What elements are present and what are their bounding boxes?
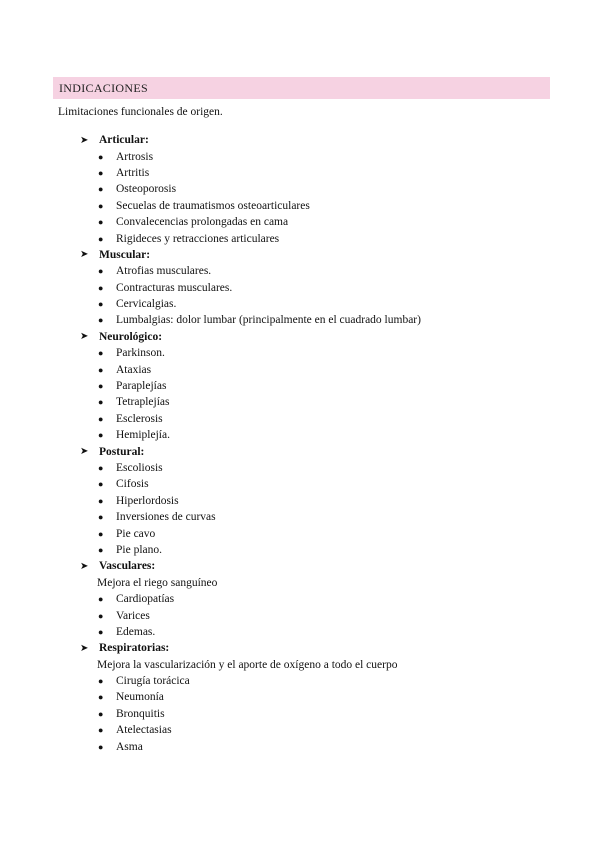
list-item xyxy=(78,607,548,623)
list-item-text: Artritis xyxy=(116,166,150,179)
section-title: Vasculares: xyxy=(99,560,156,573)
bullet-list xyxy=(78,148,548,246)
list-item xyxy=(78,689,548,705)
list-item xyxy=(78,476,548,492)
list-item-text: Cervicalgias. xyxy=(116,298,177,311)
list-item-text: Paraplejías xyxy=(116,380,167,393)
section-5 xyxy=(78,640,548,755)
section-title: Neurológico: xyxy=(99,330,163,343)
bullet-list xyxy=(78,263,548,329)
section-title: Respiratorias: xyxy=(99,642,170,655)
list-item-text: Contracturas musculares. xyxy=(116,281,233,294)
arrow-bullet-icon: ➤ xyxy=(80,560,89,572)
list-item-text: Inversiones de curvas xyxy=(116,511,216,524)
list-item-text: Asma xyxy=(116,740,143,753)
bullet-list xyxy=(78,591,548,640)
section-heading xyxy=(78,640,548,656)
list-item xyxy=(78,198,548,214)
list-item xyxy=(78,148,548,164)
list-item-text: Parkinson. xyxy=(116,347,165,360)
list-item-text: Rigideces y retracciones articulares xyxy=(116,232,280,245)
bullet-icon: ● xyxy=(98,364,104,375)
bullet-icon: ● xyxy=(98,200,104,211)
list-item xyxy=(78,214,548,230)
list-item xyxy=(78,509,548,525)
bullet-icon: ● xyxy=(98,233,104,244)
bullet-icon: ● xyxy=(98,151,104,162)
list-item-text: Convalecencias prolongadas en cama xyxy=(116,216,289,229)
list-item xyxy=(78,378,548,394)
list-item-text: Cifosis xyxy=(116,478,149,491)
section-header-title: INDICACIONES xyxy=(59,81,148,95)
bullet-icon: ● xyxy=(98,348,104,359)
section-4 xyxy=(78,558,548,640)
list-item xyxy=(78,427,548,443)
bullet-list xyxy=(78,460,548,558)
bullet-icon: ● xyxy=(98,413,104,424)
arrow-bullet-icon: ➤ xyxy=(80,249,89,261)
bullet-icon: ● xyxy=(98,741,104,752)
section-note: Mejora la vascularización y el aporte de oxígeno a todo el cuerpo xyxy=(97,658,398,671)
bullet-icon: ● xyxy=(98,463,104,473)
list-item xyxy=(78,738,548,754)
bullet-icon: ● xyxy=(98,626,104,637)
list-item xyxy=(78,345,548,361)
section-header-band xyxy=(53,77,550,99)
list-item-text: Bronquitis xyxy=(116,707,165,720)
bullet-icon: ● xyxy=(98,266,104,277)
section-title: Articular: xyxy=(99,134,149,147)
list-item-text: Hiperlordosis xyxy=(116,494,179,507)
section-title: Postural: xyxy=(99,445,145,458)
list-item-text: Pie plano. xyxy=(116,543,162,556)
list-item xyxy=(78,591,548,607)
list-item xyxy=(78,624,548,640)
list-item xyxy=(78,263,548,279)
list-item-text: Artrosis xyxy=(116,150,154,163)
arrow-bullet-icon: ➤ xyxy=(80,642,89,654)
arrow-bullet-icon: ➤ xyxy=(80,446,89,458)
bullet-icon: ● xyxy=(98,430,104,441)
list-item xyxy=(78,460,548,476)
list-item-text: Tetraplejías xyxy=(116,396,170,409)
arrow-bullet-icon: ➤ xyxy=(80,331,89,343)
list-item-text: Atrofias musculares. xyxy=(116,265,212,278)
list-item-text: Pie cavo xyxy=(116,527,156,540)
bullet-icon: ● xyxy=(98,282,104,293)
section-heading xyxy=(78,247,548,263)
bullet-icon: ● xyxy=(98,217,104,228)
list-item xyxy=(78,706,548,722)
list-item-text: Osteoporosis xyxy=(116,183,177,196)
list-item xyxy=(78,296,548,312)
bullet-icon: ● xyxy=(98,299,104,310)
bullet-icon: ● xyxy=(98,495,104,506)
list-item xyxy=(78,280,548,296)
bullet-icon: ● xyxy=(98,479,104,490)
list-item-text: Hemiplejía. xyxy=(116,429,170,442)
intro-text: Limitaciones funcionales de origen. xyxy=(58,106,223,118)
bullet-icon: ● xyxy=(98,397,104,408)
bullet-list xyxy=(78,673,548,755)
list-item-text: Esclerosis xyxy=(116,412,163,425)
section-heading xyxy=(78,329,548,345)
section-title: Muscular: xyxy=(99,248,151,261)
bullet-list xyxy=(78,345,548,443)
section-heading xyxy=(78,558,548,574)
list-item xyxy=(78,673,548,689)
list-item xyxy=(78,542,548,558)
list-item-text: Cirugía torácica xyxy=(116,675,190,688)
list-item xyxy=(78,312,548,328)
list-item xyxy=(78,411,548,427)
arrow-bullet-icon: ➤ xyxy=(80,134,89,146)
list-item xyxy=(78,181,548,197)
list-item xyxy=(78,722,548,738)
list-item xyxy=(78,165,548,181)
list-item-text: Cardiopatías xyxy=(116,593,175,606)
list-item-text: Atelectasias xyxy=(116,724,172,737)
bullet-icon: ● xyxy=(98,692,104,703)
bullet-icon: ● xyxy=(98,167,104,178)
section-2 xyxy=(78,329,548,444)
section-heading xyxy=(78,132,548,148)
section-1 xyxy=(78,247,548,329)
section-3 xyxy=(78,443,548,558)
section-heading xyxy=(78,443,548,459)
list-item xyxy=(78,493,548,509)
bullet-icon: ● xyxy=(98,676,104,687)
section-note: Mejora el riego sanguíneo xyxy=(97,576,218,589)
bullet-icon: ● xyxy=(98,381,104,392)
list-item-text: Lumbalgias: dolor lumbar (principalmente en el cuadrado lumbar) xyxy=(116,314,421,327)
bullet-icon: ● xyxy=(98,544,104,555)
bullet-icon: ● xyxy=(98,594,104,605)
list-item xyxy=(78,361,548,377)
list-item xyxy=(78,230,548,246)
bullet-icon: ● xyxy=(98,184,104,195)
list-item-text: Ataxias xyxy=(116,363,152,376)
bullet-icon: ● xyxy=(98,708,104,719)
bullet-icon: ● xyxy=(98,315,104,326)
list-item xyxy=(78,525,548,541)
bullet-icon: ● xyxy=(98,725,104,736)
bullet-icon: ● xyxy=(98,512,104,523)
list-item-text: Edemas. xyxy=(116,625,156,638)
list-item-text: Varices xyxy=(116,609,150,622)
indications-list xyxy=(78,132,548,755)
list-item-text: Escoliosis xyxy=(116,462,163,474)
list-item-text: Neumonía xyxy=(116,691,164,704)
section-0 xyxy=(78,132,548,247)
list-item xyxy=(78,394,548,410)
list-item-text: Secuelas de traumatismos osteoarticulares xyxy=(116,199,310,212)
bullet-icon: ● xyxy=(98,528,104,539)
bullet-icon: ● xyxy=(98,610,104,621)
